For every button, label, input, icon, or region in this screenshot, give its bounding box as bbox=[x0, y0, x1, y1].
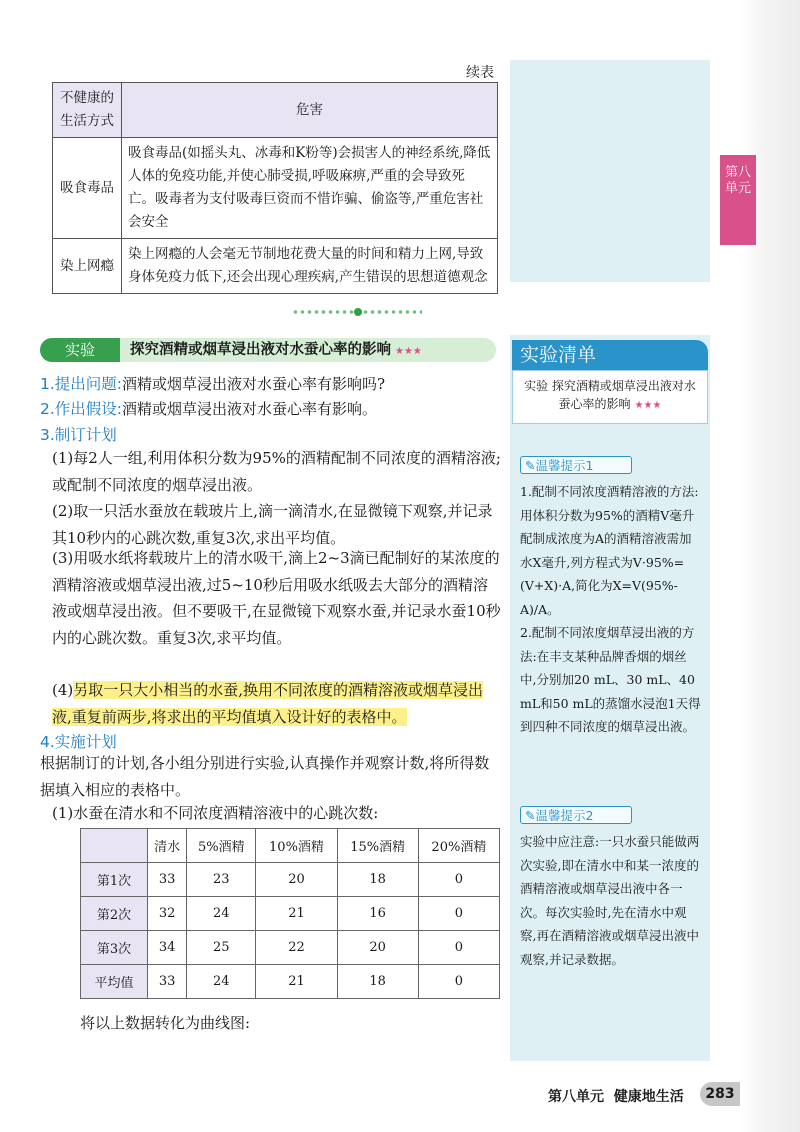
table-cell: 24 bbox=[187, 965, 256, 999]
table-row bbox=[81, 863, 500, 897]
table-cell: 23 bbox=[187, 863, 256, 897]
tip-body bbox=[520, 480, 702, 739]
table-row bbox=[81, 965, 500, 999]
habit-cell: 吸食毒品 bbox=[53, 138, 122, 239]
step-text: 酒精或烟草浸出液对水蚕心率有影响。 bbox=[122, 400, 378, 418]
plan-item: (3)用吸水纸将载玻片上的清水吸干,滴上2~3滴已配制好的某浓度的酒精溶液或烟草浸出液,过5~10秒后用吸水纸吸去大部分的酒精溶液或烟草浸出液。但不要吸干,在显微镜下观察水蚕,并记录水蚕10秒内的心跳次数。重复3次,求平均值。 bbox=[52, 549, 501, 647]
experiment-title-text: 探究酒精或烟草浸出液对水蚕心率的影响 bbox=[130, 342, 391, 358]
step-label: 1.提出问题: bbox=[40, 375, 123, 393]
column-header: 20%酒精 bbox=[418, 829, 499, 863]
column-header: 5%酒精 bbox=[187, 829, 256, 863]
footer-title: 健康地生活 bbox=[613, 1089, 684, 1105]
heartbeat-table bbox=[80, 828, 500, 999]
table-cell: 0 bbox=[418, 965, 499, 999]
after-table-text: 将以上数据转化为曲线图: bbox=[80, 1014, 251, 1032]
tip-title: 温馨提示1 bbox=[535, 458, 594, 473]
corner-cell bbox=[81, 829, 148, 863]
table-header-row bbox=[53, 83, 498, 138]
table-cell: 32 bbox=[148, 897, 187, 931]
experiment-tag: 实验 bbox=[40, 338, 120, 362]
plan-item-highlighted bbox=[52, 677, 502, 730]
table-cell: 24 bbox=[187, 897, 256, 931]
checklist-item: 实验 探究酒精或烟草浸出液对水蚕心率的影响 bbox=[524, 379, 696, 411]
step-text: 酒精或烟草浸出液对水蚕心率有影响吗? bbox=[122, 375, 386, 393]
chapter-tab-line: 单元 bbox=[724, 181, 751, 196]
experiment-title bbox=[130, 338, 422, 364]
column-header: 15%酒精 bbox=[337, 829, 418, 863]
plan-item-prefix: (4) bbox=[52, 681, 74, 699]
table-row bbox=[81, 931, 500, 965]
table-cell: 20 bbox=[337, 931, 418, 965]
step-plan-heading: 3.制订计划 bbox=[40, 426, 117, 444]
table-cell: 33 bbox=[148, 965, 187, 999]
table-row bbox=[81, 897, 500, 931]
step-label: 2.作出假设: bbox=[40, 400, 123, 418]
table-cell: 20 bbox=[256, 863, 337, 897]
habit-cell: 染上网瘾 bbox=[53, 239, 122, 294]
table-cell: 21 bbox=[256, 965, 337, 999]
table-cell: 25 bbox=[187, 931, 256, 965]
row-header: 第1次 bbox=[81, 863, 148, 897]
table-cell: 33 bbox=[148, 863, 187, 897]
row-header: 第3次 bbox=[81, 931, 148, 965]
tip-heading bbox=[520, 806, 632, 824]
tip-icon: ✎ bbox=[525, 808, 536, 823]
table-cell: 22 bbox=[256, 931, 337, 965]
tip-title: 温馨提示2 bbox=[535, 808, 594, 823]
table-cell: 18 bbox=[337, 965, 418, 999]
footer-unit: 第八单元 bbox=[548, 1089, 604, 1105]
table-cell: 21 bbox=[256, 897, 337, 931]
header-cell: 不健康的生活方式 bbox=[53, 83, 122, 138]
tip-line: 2.配制不同浓度烟草浸出液的方法:在丰支某种品牌香烟的烟丝中,分别加20 mL、30 mL、40 mL和50 mL的蒸馏水浸泡1天得到四种不同浓度的烟草浸出液。 bbox=[520, 625, 701, 734]
highlighted-text: 另取一只大小相当的水蚕,换用不同浓度的酒精溶液或烟草浸出液,重复前两步,将求出的平均值填入设计好的表格中。 bbox=[52, 681, 484, 726]
page-footer bbox=[548, 1086, 684, 1106]
table-cell: 18 bbox=[337, 863, 418, 897]
table-row bbox=[53, 138, 498, 239]
section-divider-center bbox=[354, 308, 362, 316]
step-implement-heading: 4.实施计划 bbox=[40, 733, 117, 751]
row-header: 第2次 bbox=[81, 897, 148, 931]
difficulty-stars: ★★★ bbox=[395, 346, 422, 357]
row-header: 平均值 bbox=[81, 965, 148, 999]
tip-icon: ✎ bbox=[525, 458, 536, 473]
header-cell: 危害 bbox=[122, 83, 498, 138]
checklist-stars: ★★★ bbox=[634, 400, 662, 411]
harm-cell: 染上网瘾的人会毫无节制地花费大量的时间和精力上网,导致身体免疫力低下,还会出现心理疾病,产生错误的思想道德观念 bbox=[122, 239, 498, 294]
column-header: 清水 bbox=[148, 829, 187, 863]
tip-line: 1.配制不同浓度酒精溶液的方法:用体积分数为95%的酒精V毫升配制成浓度为A的酒精溶液需加水X毫升,列方程式为V·95%=(V+X)·A,简化为X=V(95%-A)/A。 bbox=[520, 484, 699, 617]
table-caption: (1)水蚕在清水和不同浓度酒精溶液中的心跳次数: bbox=[52, 804, 379, 822]
table-cell: 0 bbox=[418, 863, 499, 897]
page-number: 283 bbox=[700, 1082, 740, 1106]
table-row bbox=[53, 239, 498, 294]
continuation-label: 续表 bbox=[466, 65, 494, 81]
checklist-title: 实验清单 bbox=[512, 340, 708, 370]
table-cell: 0 bbox=[418, 931, 499, 965]
table-cell: 16 bbox=[337, 897, 418, 931]
implement-text: 根据制订的计划,各小组分别进行实验,认真操作并观察计数,将所得数据填入相应的表格中。 bbox=[40, 754, 490, 799]
table-cell: 34 bbox=[148, 931, 187, 965]
chapter-tab-line: 第八 bbox=[724, 165, 751, 180]
step-hypothesis bbox=[40, 397, 377, 419]
plan-item: (2)取一只活水蚕放在载玻片上,滴一滴清水,在显微镜下观察,并记录其10秒内的心跳次数,重复3次,求出平均值。 bbox=[52, 502, 493, 547]
column-header: 10%酒精 bbox=[256, 829, 337, 863]
harm-cell: 吸食毒品(如摇头丸、冰毒和K粉等)会损害人的神经系统,降低人体的免疫功能,并使心肺受损,呼吸麻痹,严重的会导致死亡。吸毒者为支付吸毒巨资而不惜诈骗、偷盗等,严重危害社会安全 bbox=[122, 138, 498, 239]
plan-item: (1)每2人一组,利用体积分数为95%的酒精配制不同浓度的酒精溶液;或配制不同浓度的烟草浸出液。 bbox=[52, 449, 501, 494]
chapter-tab bbox=[720, 155, 756, 245]
side-column-top bbox=[510, 60, 710, 282]
tip-body: 实验中应注意:一只水蚕只能做两次实验,即在清水中和某一浓度的酒精溶液或烟草浸出液中各一次。每次实验时,先在清水中观察,再在酒精溶液或烟草浸出液中观察,并记录数据。 bbox=[520, 834, 700, 967]
tip-heading bbox=[520, 456, 632, 474]
table-cell: 0 bbox=[418, 897, 499, 931]
checklist-box bbox=[512, 370, 708, 424]
step-question bbox=[40, 372, 385, 394]
table-header-row bbox=[81, 829, 500, 863]
harm-table bbox=[52, 82, 498, 294]
